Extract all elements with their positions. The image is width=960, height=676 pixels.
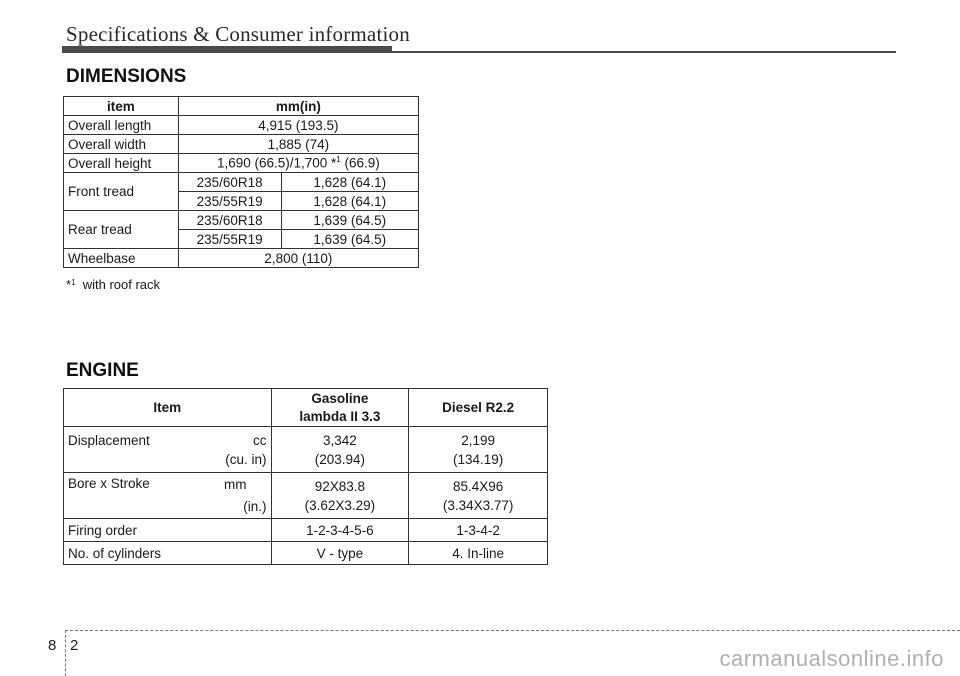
gasoline-value: 92X83.8 (3.62X3.29) — [271, 473, 409, 519]
row-label-cell — [64, 473, 272, 519]
gasoline-line2: lambda II 3.3 — [299, 408, 381, 424]
gasoline-value: V - type — [271, 542, 409, 565]
row-label-cell — [64, 427, 272, 473]
row-label: Front tread — [64, 173, 179, 211]
table-row — [64, 542, 548, 565]
table-row — [64, 249, 419, 268]
footnote-mark: * — [66, 277, 72, 292]
unit: mm — [224, 476, 247, 492]
unit: cc — [253, 432, 267, 448]
row-label: Overall width — [64, 135, 179, 154]
row-value: 2,800 (110) — [178, 249, 418, 268]
footer-separator — [65, 630, 66, 676]
page-number: 2 — [70, 637, 79, 654]
diesel-value: 4. In-line — [409, 542, 548, 565]
col-header-item: Item — [64, 389, 272, 427]
row-label: Rear tread — [64, 211, 179, 249]
unit: (cu. in) — [225, 451, 267, 467]
chapter-number: 8 — [48, 637, 57, 654]
row-label: Firing order — [64, 519, 272, 542]
col-header-item: item — [64, 97, 179, 116]
diesel-value: 85.4X96 (3.34X3.77) — [409, 473, 548, 519]
tire-size: 235/60R18 — [178, 173, 281, 192]
row-label: Wheelbase — [64, 249, 179, 268]
tire-size: 235/55R19 — [178, 192, 281, 211]
engine-table — [63, 388, 548, 565]
table-row — [64, 97, 419, 116]
diesel-value: 1-3-4-2 — [409, 519, 548, 542]
tire-size: 235/60R18 — [178, 211, 281, 230]
height-value-a: 1,690 (66.5)/1,700 * — [216, 155, 337, 171]
row-value — [178, 154, 418, 173]
dimensions-table — [63, 96, 419, 268]
tire-size: 235/55R19 — [178, 230, 281, 249]
engine-title: ENGINE — [66, 360, 139, 381]
row-label: No. of cylinders — [64, 542, 272, 565]
col-header-diesel: Diesel R2.2 — [409, 389, 548, 427]
footnote-number: 1 — [71, 278, 76, 287]
table-row — [64, 519, 548, 542]
row-label: Bore x Stroke — [68, 475, 150, 491]
page-header-title: Specifications & Consumer information — [66, 22, 410, 46]
row-value: 1,885 (74) — [178, 135, 418, 154]
footnote-text: with roof rack — [75, 277, 161, 292]
row-label: Overall height — [64, 154, 179, 173]
gasoline-value: 3,342 (203.94) — [271, 427, 409, 473]
diesel-value: 2,199 (134.19) — [409, 427, 548, 473]
table-row — [64, 116, 419, 135]
row-value: 1,639 (64.5) — [281, 211, 418, 230]
footer-rule — [65, 630, 960, 631]
dimensions-footnote — [66, 277, 160, 292]
table-row — [64, 154, 419, 173]
col-header-gasoline — [271, 389, 409, 427]
table-row — [64, 211, 419, 230]
dimensions-title: DIMENSIONS — [66, 66, 187, 87]
row-value: 1,628 (64.1) — [281, 192, 418, 211]
row-value: 4,915 (193.5) — [178, 116, 418, 135]
gasoline-value: 1-2-3-4-5-6 — [271, 519, 409, 542]
row-value: 1,628 (64.1) — [281, 173, 418, 192]
row-label: Displacement — [68, 432, 150, 448]
row-value: 1,639 (64.5) — [281, 230, 418, 249]
footnote-ref: 1 — [336, 155, 341, 165]
row-label: Overall length — [64, 116, 179, 135]
table-row — [64, 473, 548, 519]
table-row — [64, 173, 419, 192]
unit: (in.) — [243, 498, 267, 514]
table-row — [64, 427, 548, 473]
watermark-text: carmanualsonline.info — [719, 646, 944, 671]
table-row — [64, 389, 548, 427]
table-row — [64, 135, 419, 154]
gasoline-line1: Gasoline — [311, 390, 369, 406]
header-rule-thin — [62, 51, 896, 53]
height-value-b: (66.9) — [340, 155, 380, 171]
col-header-value: mm(in) — [178, 97, 418, 116]
